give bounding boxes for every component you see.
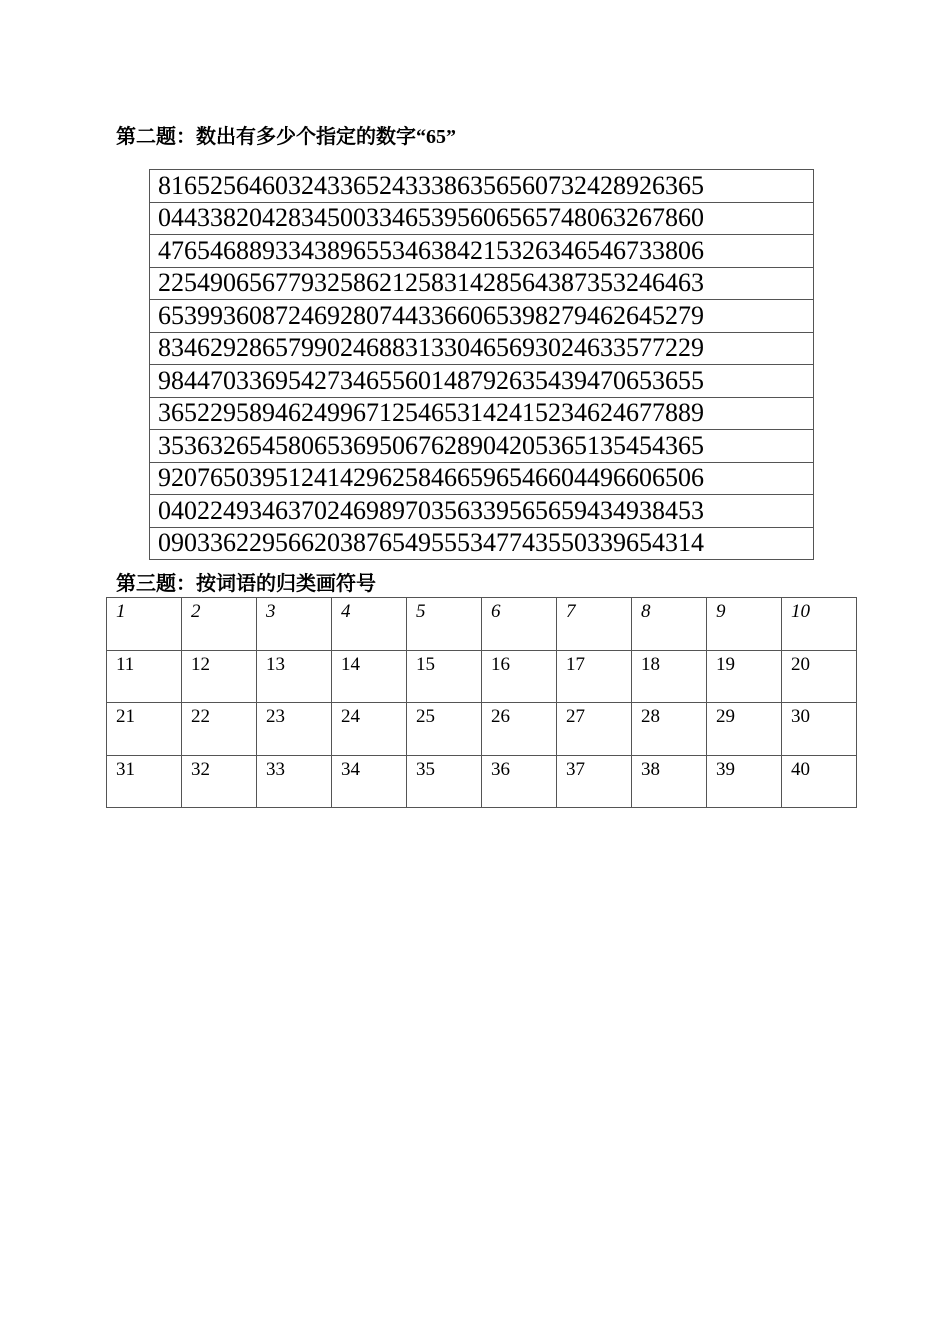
grid-cell: 7 bbox=[557, 598, 632, 651]
grid-cell: 40 bbox=[782, 755, 857, 808]
grid-cell: 35 bbox=[407, 755, 482, 808]
digit-row-cell: 8165256460324336524333863565607324289263​65 bbox=[150, 170, 814, 203]
grid-cell: 19 bbox=[707, 650, 782, 703]
grid-cell: 20 bbox=[782, 650, 857, 703]
digit-row-cell: 8346292865799024688313304656930246335772​29 bbox=[150, 332, 814, 365]
digit-row-cell: 4765468893343896553463842153263465467338​06 bbox=[150, 235, 814, 268]
grid-cell: 38 bbox=[632, 755, 707, 808]
digit-row bbox=[150, 495, 814, 528]
digit-row bbox=[150, 397, 814, 430]
digit-row-cell: 6539936087246928074433660653982794626452​79 bbox=[150, 300, 814, 333]
number-grid-table bbox=[106, 597, 857, 808]
grid-cell: 11 bbox=[107, 650, 182, 703]
digit-row bbox=[150, 267, 814, 300]
grid-cell: 21 bbox=[107, 703, 182, 756]
grid-cell: 28 bbox=[632, 703, 707, 756]
grid-cell: 34 bbox=[332, 755, 407, 808]
grid-cell: 5 bbox=[407, 598, 482, 651]
grid-cell: 18 bbox=[632, 650, 707, 703]
grid-cell: 6 bbox=[482, 598, 557, 651]
question3-title: 第三题：按词语的归类画符号 bbox=[116, 573, 376, 595]
grid-cell: 9 bbox=[707, 598, 782, 651]
grid-cell: 8 bbox=[632, 598, 707, 651]
grid-cell: 24 bbox=[332, 703, 407, 756]
digit-row bbox=[150, 527, 814, 560]
grid-row bbox=[107, 650, 857, 703]
digit-row-cell: 0903362295662038765495553477435503396543​14 bbox=[150, 527, 814, 560]
digit-row bbox=[150, 332, 814, 365]
grid-cell: 3 bbox=[257, 598, 332, 651]
grid-cell: 37 bbox=[557, 755, 632, 808]
grid-cell: 31 bbox=[107, 755, 182, 808]
digit-row-cell: 3536326545806536950676289042053651354543​65 bbox=[150, 430, 814, 463]
grid-cell: 29 bbox=[707, 703, 782, 756]
digit-row-cell: 0402249346370246989703563395656594349384​53 bbox=[150, 495, 814, 528]
digit-row-cell: 9844703369542734655601487926354394706536​55 bbox=[150, 365, 814, 398]
grid-row bbox=[107, 703, 857, 756]
grid-cell: 27 bbox=[557, 703, 632, 756]
grid-cell: 15 bbox=[407, 650, 482, 703]
digit-row-cell: 2254906567793258621258314285643873532464​63 bbox=[150, 267, 814, 300]
digit-row bbox=[150, 235, 814, 268]
digit-row bbox=[150, 202, 814, 235]
digit-row-cell: 9207650395124142962584665965466044966065​06 bbox=[150, 462, 814, 495]
grid-cell: 13 bbox=[257, 650, 332, 703]
digit-row bbox=[150, 300, 814, 333]
digit-rows-table bbox=[149, 169, 814, 560]
grid-cell: 36 bbox=[482, 755, 557, 808]
grid-cell: 12 bbox=[182, 650, 257, 703]
grid-cell: 1 bbox=[107, 598, 182, 651]
question2-title: 第二题：数出有多少个指定的数字“65” bbox=[116, 126, 456, 148]
grid-cell: 16 bbox=[482, 650, 557, 703]
grid-cell: 2 bbox=[182, 598, 257, 651]
grid-row bbox=[107, 755, 857, 808]
grid-cell: 30 bbox=[782, 703, 857, 756]
grid-cell: 32 bbox=[182, 755, 257, 808]
grid-cell: 39 bbox=[707, 755, 782, 808]
grid-cell: 10 bbox=[782, 598, 857, 651]
grid-cell: 25 bbox=[407, 703, 482, 756]
grid-cell: 33 bbox=[257, 755, 332, 808]
digit-row-cell: 0443382042834500334653956065657480632678​60 bbox=[150, 202, 814, 235]
grid-cell: 26 bbox=[482, 703, 557, 756]
grid-cell: 22 bbox=[182, 703, 257, 756]
grid-cell: 17 bbox=[557, 650, 632, 703]
grid-cell: 23 bbox=[257, 703, 332, 756]
grid-row bbox=[107, 598, 857, 651]
grid-cell: 4 bbox=[332, 598, 407, 651]
digit-row bbox=[150, 462, 814, 495]
digit-row bbox=[150, 170, 814, 203]
grid-cell: 14 bbox=[332, 650, 407, 703]
digit-row-cell: 3652295894624996712546531424152346246778​89 bbox=[150, 397, 814, 430]
digit-row bbox=[150, 430, 814, 463]
digit-row bbox=[150, 365, 814, 398]
